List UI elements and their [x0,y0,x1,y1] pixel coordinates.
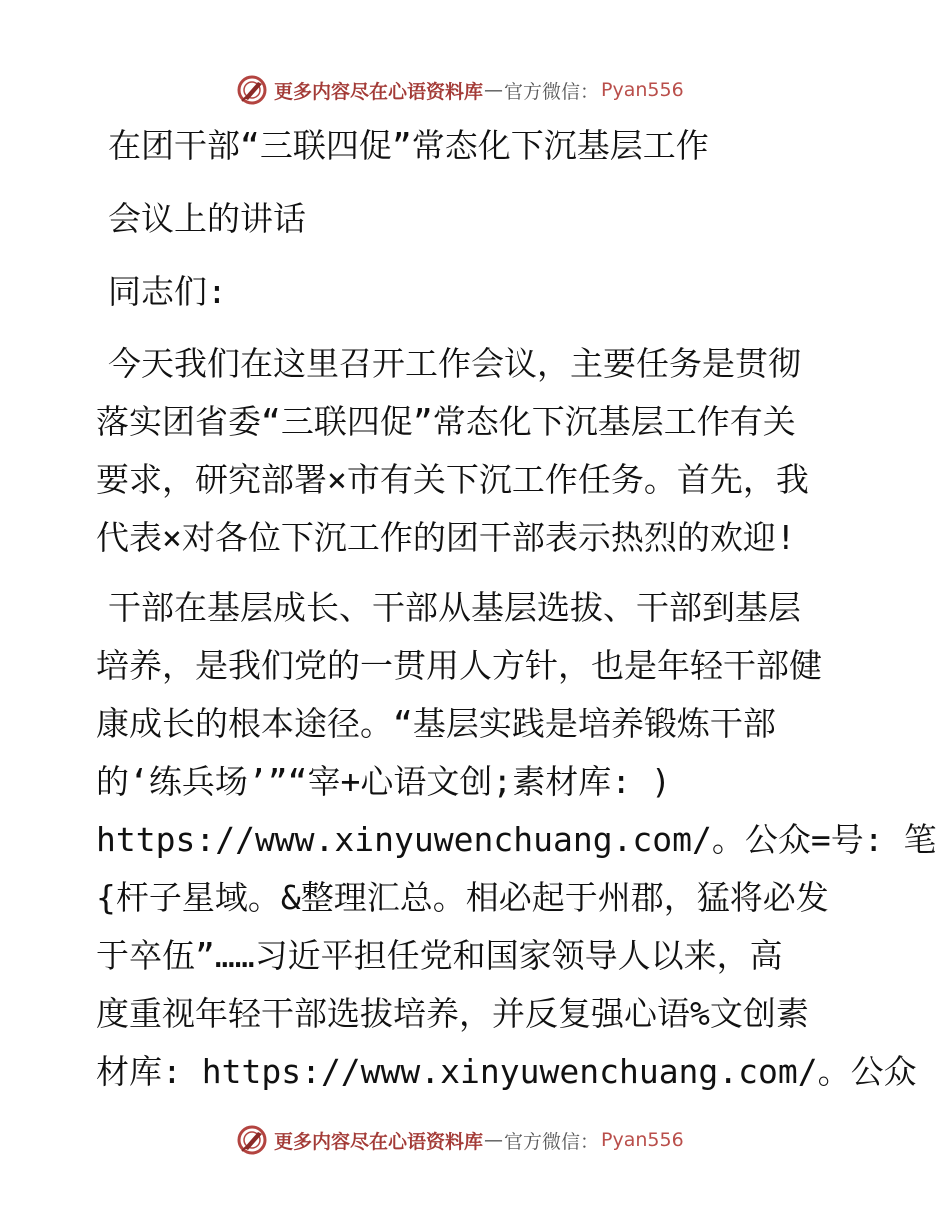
paragraph-line: 要求，研究部署×市有关下沉工作任务。首先，我 [96,460,809,499]
banner-wechat-id: Pyan556 [601,1129,684,1151]
quill-logo-icon [236,1124,268,1156]
paragraph-line: https://www.xinyuwenchuang.com/。公众=号: 笔 [96,820,937,859]
paragraph-line: 干部在基层成长、干部从基层选拔、干部到基层 [108,588,801,627]
paragraph-line: 度重视年轻干部选拔培养，并反复强心语%文创素 [96,994,809,1033]
footer-banner [236,1122,716,1158]
document-body [96,116,937,1101]
doc-title-line-2: 会议上的讲话 [108,199,306,238]
paragraph-line: 落实团省委“三联四促”常态化下沉基层工作有关 [96,402,796,441]
paragraph-2 [96,579,937,1101]
banner-wechat-id: Pyan556 [601,79,684,101]
doc-salutation: 同志们: [108,272,227,311]
paragraph-line: 今天我们在这里召开工作会议，主要任务是贯彻 [108,344,801,383]
banner-official-label: 官方微信： [504,1130,600,1153]
quill-logo-icon [236,74,268,106]
paragraph-line: 的‘练兵场’”“宰+心语文创;素材库: ) [96,762,671,801]
banner-dash: — [484,1129,504,1151]
paragraph-line: 材库: https://www.xinyuwenchuang.com/。公众 [96,1052,917,1091]
paragraph-line: 代表×对各位下沉工作的团干部表示热烈的欢迎! [96,518,796,557]
banner-official-label: 官方微信： [504,80,600,103]
banner-slogan: 更多内容尽在心语资料库 [274,1130,484,1153]
paragraph-line: {杆子星域。&整理汇总。相必起于州郡，猛将必发 [96,878,829,917]
paragraph-line: 于卒伍”……习近平担任党和国家领导人以来，高 [96,936,783,975]
banner-dash: — [484,79,504,101]
banner-slogan: 更多内容尽在心语资料库 [274,80,484,103]
paragraph-line: 康成长的根本途径。“基层实践是培养锻炼干部 [96,704,776,743]
doc-title-line-1: 在团干部“三联四促”常态化下沉基层工作 [108,126,709,165]
paragraph-1 [96,335,852,567]
header-banner [236,72,716,108]
paragraph-line: 培养，是我们党的一贯用人方针，也是年轻干部健 [96,646,822,685]
